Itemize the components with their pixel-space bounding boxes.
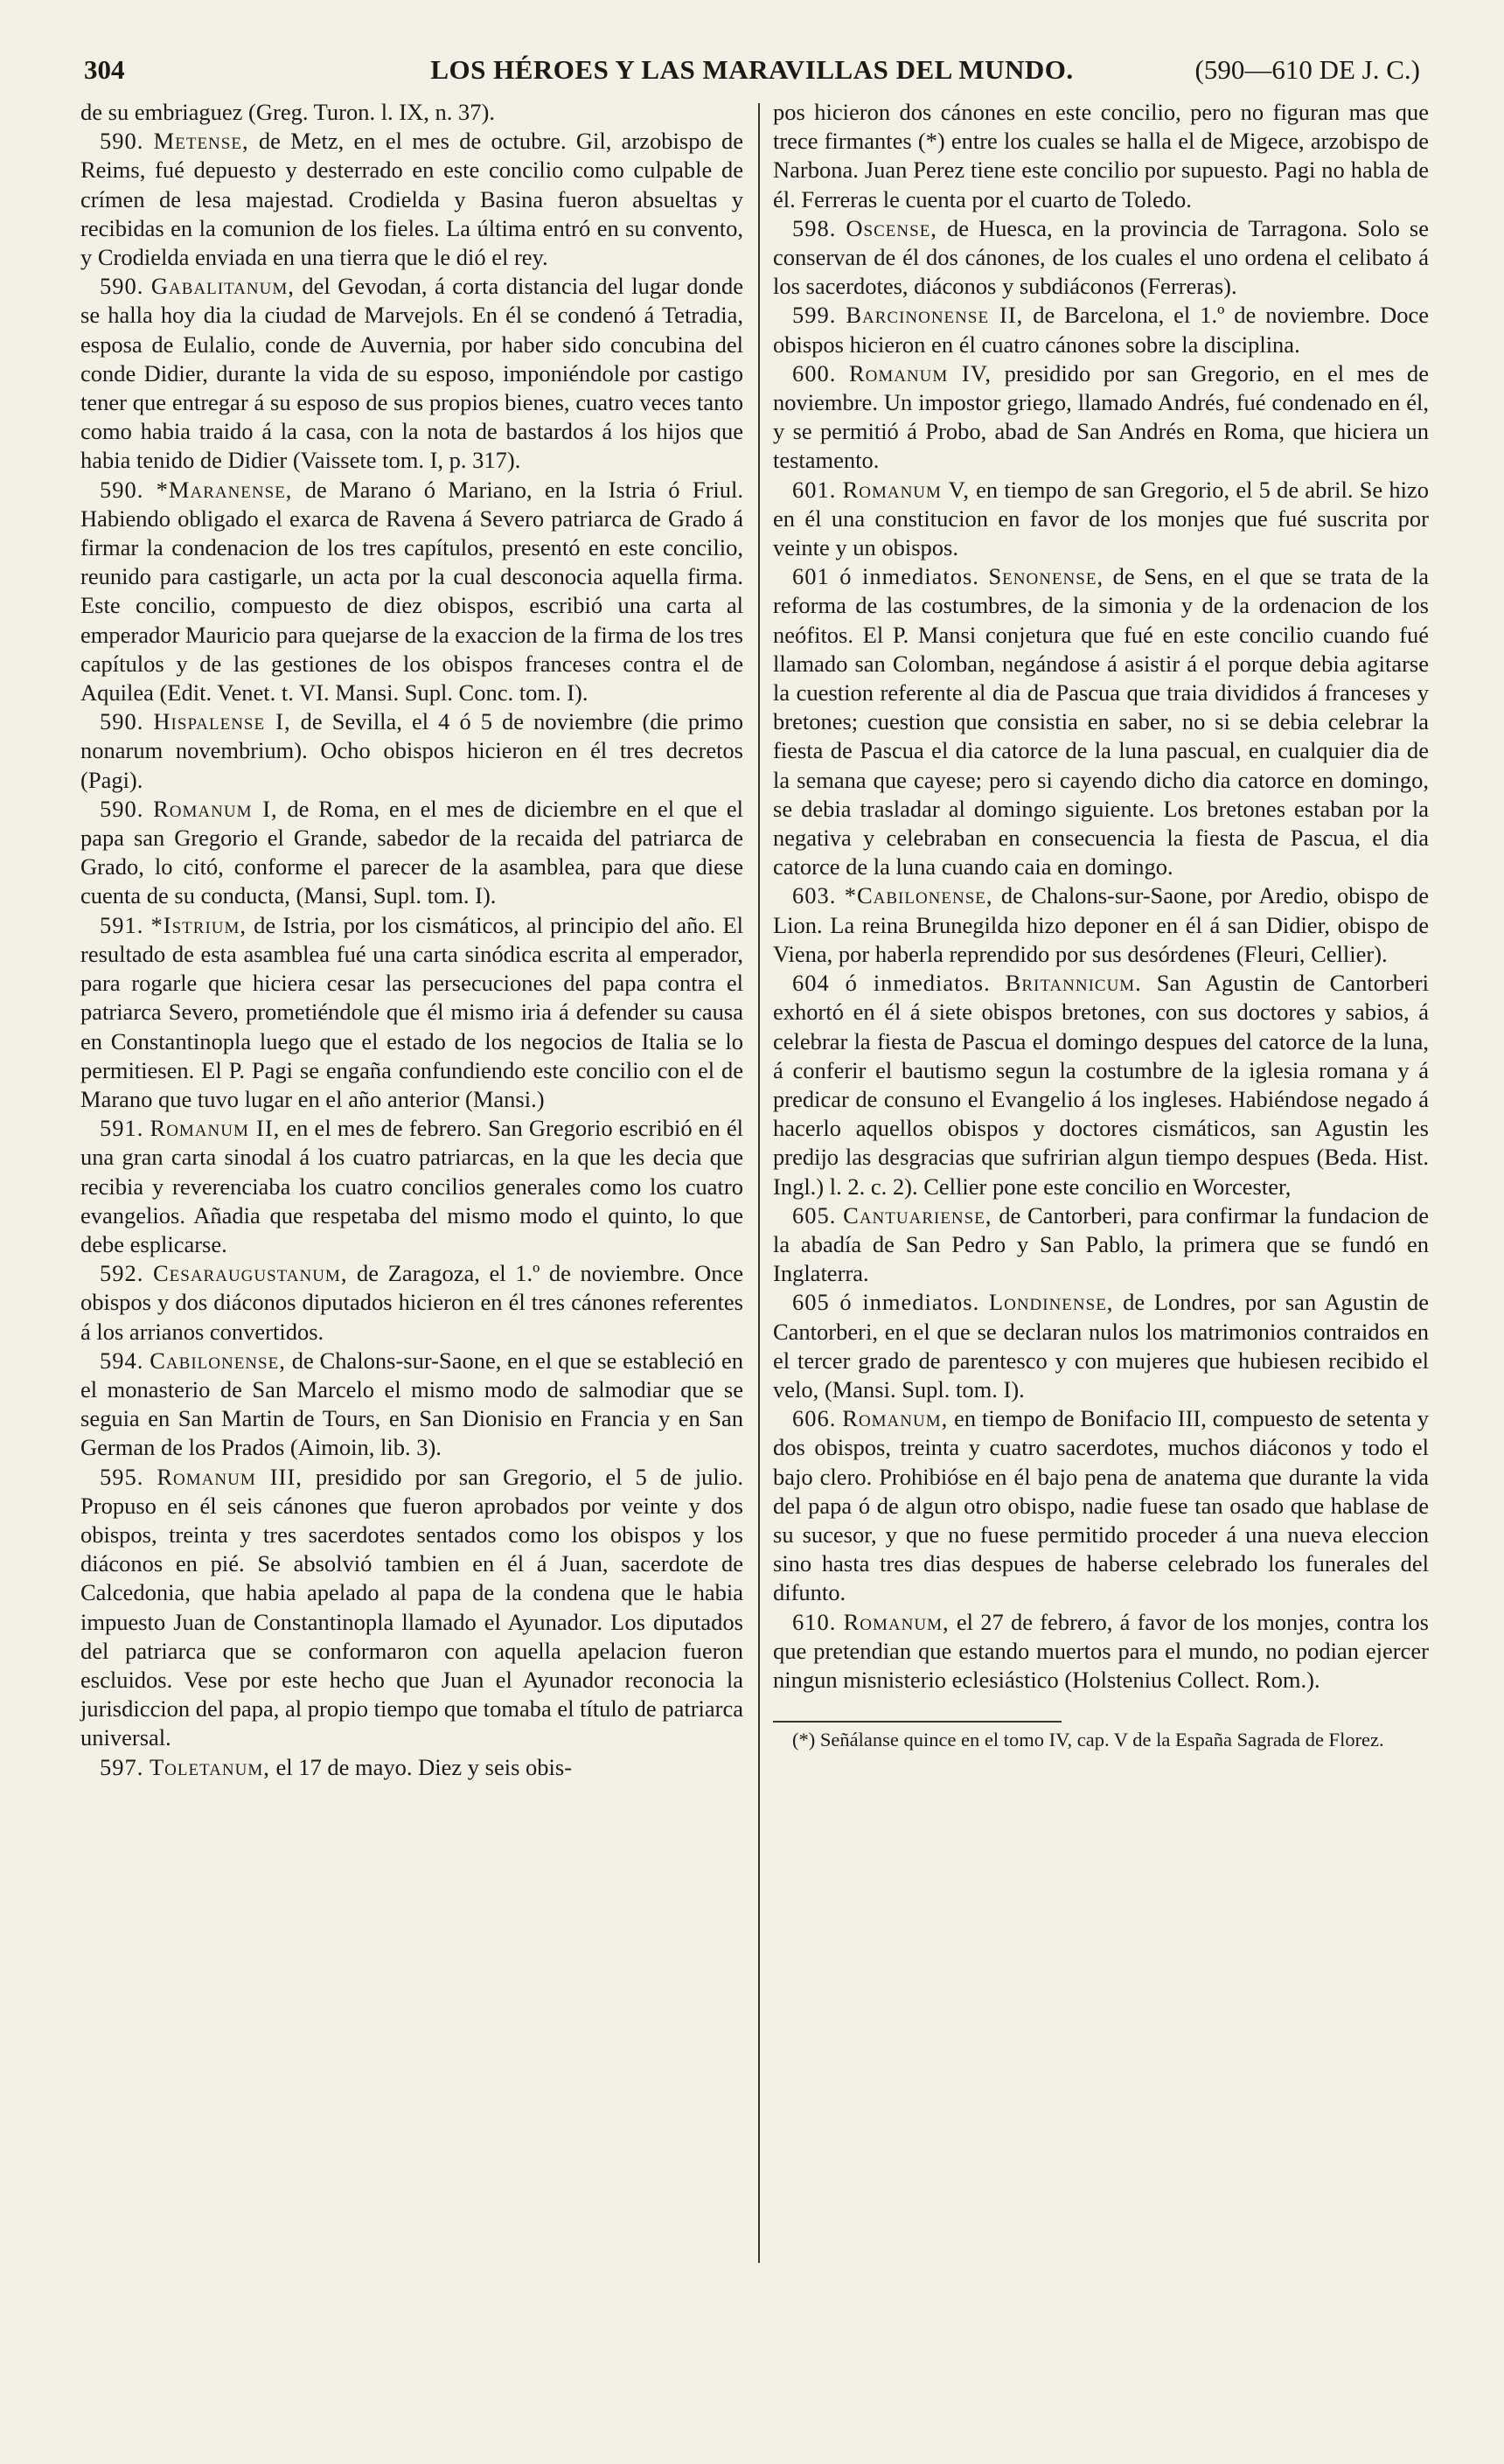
council-entry	[80, 911, 743, 1114]
council-entry	[80, 127, 743, 272]
entry-text: de Chalons-sur-Saone, en el que se estableció en el monasterio de San Marcelo el mismo modo de salmodiar que se seguia en San Martin de Tours, en San Dionisio en Francia y en San German de los Prados (Aimoin, lib. 3).	[80, 1347, 744, 1461]
council-name: Gabalitanum,	[150, 273, 295, 300]
council-entry	[773, 301, 1429, 358]
council-name: Romanum,	[842, 1405, 949, 1432]
entry-year: 590.	[100, 128, 144, 155]
left-column	[80, 98, 743, 1782]
entry-text: de Roma, en el mes de diciembre en el que el papa san Gregorio el Grande, sabedor de la recaida del patriarca de Grado, lo citó, conforme el parecer de la asamblea, para que diese cuenta de su conducta, (Mansi, Supl. tom. I).	[80, 795, 744, 909]
council-entry	[80, 795, 743, 911]
council-name: Cabilonense,	[150, 1347, 286, 1374]
entry-year: 601 ó inmediatos.	[792, 563, 979, 590]
entry-year: 591.	[100, 1115, 144, 1142]
council-name: Romanum V,	[842, 476, 970, 503]
entry-year: 606.	[792, 1405, 837, 1432]
entry-year: 603.	[792, 882, 837, 909]
council-entry	[80, 707, 743, 795]
entry-text: en el mes de febrero. San Gregorio escribió en él una gran carta sinodal á los cuatro patriarcas, en la que les decia que recibia y reverenciaba los cuatro concilios generales como los cuatro evangelios. Añadia que respetaba del mismo modo el quinto, lo que debe esplicarse.	[80, 1115, 744, 1257]
entry-text: de Cantorberi, para confirmar la fundacion de la abadía de San Pedro y San Pablo, la primera que se fundó en Inglaterra.	[773, 1201, 1429, 1287]
council-name: Romanum II,	[150, 1115, 281, 1142]
entry-year: 590.	[100, 708, 144, 735]
entry-text: San Agustin de Cantorberi exhortó en él á siete obispos bretones, con sus doctores y sabios, á celebrar la fiesta de Pascua el domingo despues del catorce de la luna, á conferir el bautismo segun la costumbre de la iglesia romana y á predicar de consuno el Evangelio á los ingleses. Habiéndose negado á hacerlo aquellos obispos y doctores cismáticos, san Agustin les predijo las desgracias que sufririan algun tiempo despues (Beda. Hist. Ingl.) l. 2. c. 2). Cellier pone este concilio en Worcester,	[773, 970, 1429, 1200]
council-name: Oscense,	[846, 214, 937, 241]
right-column	[773, 98, 1429, 1751]
council-entry	[773, 98, 1429, 214]
footnote: (*) Señálanse quince en el tomo IV, cap. V de la España Sagrada de Florez.	[792, 1728, 1384, 1751]
council-name: Romanum I,	[153, 795, 278, 822]
entry-year: 590.	[100, 476, 144, 503]
council-entry	[80, 1259, 743, 1347]
column-divider	[758, 103, 760, 2263]
entry-text: de Marano ó Mariano, en la Istria ó Friul. Habiendo obligado el exarca de Ravena á Severo patriarca de Grado á firmar la condenacion de los tres capítulos, presentó en este concilio, reunido para castigarle, un acta por la cual desconocia aquella firma. Este concilio, compuesto de diez obispos, escribió una carta al emperador Mauricio para quejarse de la exaccion de la firma de los tres capítulos y de las gestiones de los obispos franceses contra el de Aquilea (Edit. Venet. t. VI. Mansi. Supl. Conc. tom. I).	[80, 476, 743, 706]
entry-year: 590.	[100, 273, 144, 300]
entry-year: 600.	[792, 359, 837, 386]
entry-year: 597.	[100, 1753, 144, 1780]
council-name: *Maranense,	[156, 476, 293, 503]
entry-text: de Sevilla, el 4 ó 5 de noviembre (die primo nonarum novembrium). Ocho obispos hicieron en él tres decretos (Pagi).	[80, 708, 743, 793]
council-name: Cesaraugustanum,	[152, 1260, 348, 1287]
council-name: Hispalense I,	[153, 708, 291, 735]
entry-year: 610.	[792, 1608, 837, 1635]
council-name: Romanum III,	[157, 1463, 303, 1490]
entry-text: de Barcelona, el 1.º de noviembre. Doce obispos hicieron en él cuatro cánones sobre la disciplina.	[773, 302, 1430, 358]
council-name: Metense,	[153, 128, 249, 155]
council-entry	[80, 272, 743, 475]
footnote-divider	[773, 1721, 1062, 1723]
entry-text: de su embriaguez (Greg. Turon. l. IX, n. 37).	[80, 99, 495, 125]
page-title: LOS HÉROES Y LAS MARAVILLAS DEL MUNDO.	[430, 54, 1074, 85]
council-entry	[80, 98, 743, 127]
entry-text: en tiempo de san Gregorio, el 5 de abril. Se hizo en él una constitucion en favor de los monjes que fué suscrita por veinte y un obispos.	[773, 476, 1430, 561]
council-entry	[80, 1753, 743, 1782]
entry-text: el 17 de mayo. Diez y seis obis-	[269, 1753, 573, 1780]
council-entry	[773, 562, 1429, 881]
council-name: Cantuariense,	[843, 1201, 992, 1229]
page-header	[84, 54, 1420, 98]
council-name: Toletanum,	[150, 1753, 270, 1780]
council-entry	[80, 1347, 743, 1463]
council-entry	[773, 1404, 1429, 1607]
council-entry	[773, 1288, 1429, 1404]
entry-text: de Huesca, en la provincia de Tarragona. Solo se conservan de él dos cánones, de los cuales el uno ordena el celibato á los sacerdotes, diáconos y subdiáconos (Ferreras).	[773, 214, 1429, 300]
council-entry	[80, 1114, 743, 1259]
entry-text: del Gevodan, á corta distancia del lugar donde se halla hoy dia la ciudad de Marvejols. En él se condenó á Tetradia, esposa de Eulalio, conde de Auvernia, por haber sido concubina del conde Didier, durante la vida de su esposo, imponiéndole por castigo tener que entregar á su esposo de sus propios bienes, cuatro veces tanto como habia traido á la casa, con la nota de bastardos á los hijos que habia tenido de Didier (Vaissete tom. I, p. 317).	[80, 273, 744, 474]
council-name: Romanum,	[843, 1608, 950, 1635]
entry-year: 590.	[100, 795, 144, 822]
entry-year: 594.	[100, 1347, 144, 1374]
entry-year: 601.	[792, 476, 837, 503]
council-entry	[80, 476, 743, 708]
entry-text: de Sens, en el que se trata de la reforma de las costumbres, de la simonia y de la ordenacion de los neófitos. El P. Mansi conjetura que fué en este concilio cuando fué llamado san Colomban, negándose á asistir á el porque debia agitarse la cuestion referente al dia de Pascua que traia divididos á franceses y bretones; cuestion que consistia en saber, no si se debia celebrar la fiesta de Pascua el dia catorce de la luna pascual, en cualquier dia de la semana que cayese; pero si cayendo dicho dia catorce en domingo, se debia trasladar al domingo siguiente. Los bretones estaban por la negativa y celebraban en consecuencia la fiesta de Pascua, el dia catorce de la luna cuando caia en domingo.	[773, 563, 1429, 880]
entry-text: de Istria, por los cismáticos, al principio del año. El resultado de esta asamblea fué una carta sinódica escrita al emperador, para rogarle que hiciera cesar las persecuciones del papa contra el patriarca Severo, prometiéndole que él mismo iria á defender su causa en Constantinopla luego que el estado de los negocios de Italia se lo permitiesen. El P. Pagi se engaña confundiendo este concilio con el de Marano que tuvo lugar en el año anterior (Mansi.)	[80, 911, 743, 1112]
date-range: (590—610 DE J. C.)	[1194, 54, 1420, 85]
council-name: Romanum IV,	[848, 359, 992, 386]
page-number: 304	[84, 54, 125, 85]
council-entry	[773, 1608, 1429, 1695]
entry-text: de Metz, en el mes de octubre. Gil, arzobispo de Reims, fué depuesto y desterrado en este concilio como culpable de crímen de lesa majestad. Crodielda y Basina fueron absueltas y recibidas en la comunion de los fieles. La última entró en su convento, y Crodielda enviada en una tierra que le dió el rey.	[80, 128, 743, 271]
council-entry	[773, 359, 1429, 476]
entry-year: 604 ó inmediatos.	[792, 970, 991, 997]
entry-text: de Zaragoza, el 1.º de noviembre. Once obispos y dos diáconos diputados hicieron en él tres cánones referentes á los arrianos convertidos.	[80, 1260, 743, 1345]
entry-text: de Chalons-sur-Saone, por Aredio, obispo de Lion. La reina Brunegilda hizo deponer en él á san Didier, obispo de Viena, por haberla reprendido por sus desórdenes (Fleuri, Cellier).	[773, 882, 1430, 967]
entry-year: 598.	[792, 214, 837, 241]
council-name: *Istrium,	[150, 911, 247, 938]
council-entry	[773, 214, 1429, 302]
council-entry	[773, 881, 1429, 969]
entry-year: 595.	[100, 1463, 144, 1490]
council-entry	[773, 1201, 1429, 1289]
entry-year: 605.	[792, 1201, 837, 1229]
entry-year: 605 ó inmediatos.	[792, 1289, 980, 1316]
council-name: Londinense,	[988, 1289, 1114, 1316]
council-name: Britannicum.	[1005, 970, 1142, 997]
council-entry	[773, 969, 1429, 1201]
entry-year: 599.	[792, 302, 837, 329]
council-name: Senonense,	[988, 563, 1104, 590]
entry-text: de Londres, por san Agustin de Cantorberi, en el que se declaran nulos los matrimonios contraidos en el tercer grado de parentesco y con mujeres que hubiesen recibido el velo, (Mansi. Supl. tom. I).	[773, 1289, 1429, 1403]
council-entry	[773, 476, 1429, 563]
council-name: Barcinonense II,	[846, 302, 1024, 329]
entry-text: presidido por san Gregorio, en el mes de noviembre. Un impostor griego, llamado Andrés, fué condenado en él, y se permitió á Probo, abad de San Andrés en Roma, que hiciera un testamento.	[773, 359, 1429, 474]
council-entry	[80, 1463, 743, 1753]
entry-text: el 27 de febrero, á favor de los monjes, contra los que pretendian que estando muertos para el mundo, no podian ejercer ningun misnisterio eclesiástico (Holstenius Collect. Rom.).	[773, 1608, 1429, 1693]
entry-text: pos hicieron dos cánones en este concilio, pero no figuran mas que trece firmantes (*) entre los cuales se halla el de Migece, arzobispo de Narbona. Juan Perez tiene este concilio por supuesto. Pagi no habla de él. Ferreras le cuenta por el cuarto de Toledo.	[773, 99, 1429, 212]
entry-text: presidido por san Gregorio, el 5 de julio. Propuso en él seis cánones que fueron aprobados por veinte y dos obispos, treinta y tres sacerdotes sentados como los obispos y los diáconos en pié. Se absolvió tambien en él á Juan, sacerdote de Calcedonia, que habia apelado al papa de la condena que le habia impuesto Juan de Constantinopla llamado el Ayunador. Los diputados del patriarca que se conformaron con aquella apelacion fueron escluidos. Vese por este hecho que Juan el Ayunador reconocia la jurisdiccion del papa, al propio tiempo que tomaba el título de patriarca universal.	[80, 1463, 743, 1751]
entry-year: 592.	[100, 1260, 144, 1287]
council-name: *Cabilonense,	[844, 882, 993, 909]
entry-year: 591.	[100, 911, 144, 938]
entry-text: en tiempo de Bonifacio III, compuesto de setenta y dos obispos, treinta y cuatro sacerdotes, muchos diáconos y todo el bajo clero. Prohibióse en él bajo pena de anatema que durante la vida del papa ó de algun otro obispo, nadie fuese tan osado que hablase de su sucesor, y que no fuese permitido proceder á una nueva eleccion sino hasta tres dias despues de haberse celebrado los funerales del difunto.	[773, 1405, 1430, 1606]
